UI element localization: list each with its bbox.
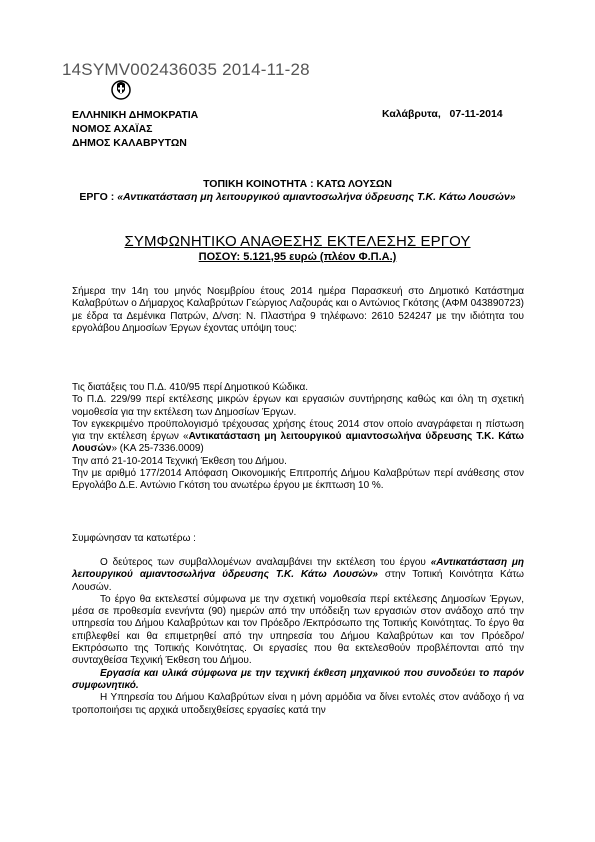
- header-municipality: ΔΗΜΟΣ ΚΑΛΑΒΡΥΤΩΝ: [72, 137, 187, 149]
- intro-paragraph: [72, 286, 524, 335]
- intro-text: Σήμερα την 14η του μηνός Νοεμβρίου έτους 2014 ημέρα Παρασκευή στο Δημοτικό Κατάστημα Καλαβρύτων ο Δήμαρχος Καλαβρύτων Γεώργιος Λαζουράς και ο Αντώνιος Γκότσης (ΑΦΜ 043890723) με έδρα τα Δεμένικα Πατρών, Δ/νση: Ν. Πλαστήρα 9 τηλέφωνο: 2610 524247 με την ιδιότητα του εργολάβου Δημοσίων Έργων έχοντας υπόψη τους:: [72, 286, 524, 334]
- consideration-item: Τις διατάξεις του Π.Δ. 410/95 περί Δημοτικού Κώδικα.: [72, 382, 309, 393]
- community-heading: ΤΟΠΙΚΗ ΚΟΙΝΟΤΗΤΑ : ΚΑΤΩ ΛΟΥΣΩΝ: [203, 178, 392, 190]
- term-bold-text: Εργασία και υλικά σύμφωνα με την τεχνική έκθεση μηχανικού που συνοδεύει το παρόν συμφωνητικό.: [72, 667, 524, 691]
- consideration-item: Το Π.Δ. 229/99 περί εκτέλεσης μικρών έργων και εργασιών συντήρησης καθώς και όλη τη σχετική νομοθεσία για την εκτέλεση των Δημοσίων Έργων.: [72, 394, 524, 418]
- document-watermark: 14SYMV002436035 2014-11-28: [62, 60, 310, 79]
- greek-emblem-icon: [111, 79, 131, 101]
- consideration-code: » (ΚΑ 25-7336.0009): [111, 443, 204, 455]
- consideration-item: Την από 21-10-2014 Τεχνική Έκθεση του Δήμου.: [72, 455, 287, 467]
- term-text: στην Τοπική Κοινότητα Κάτω Λουσών.: [72, 569, 524, 593]
- term-paragraph: Το έργο θα εκτελεστεί σύμφωνα με την σχετική νομοθεσία περί εκτέλεσης Δημοσίων Έργων, μέσα σε προθεσμία ενενήντα (90) ημερών από την υπόδειξη των εργασιών στον ανάδοχο από την υπηρεσία του Δήμου Καλαβρύτων και τον Πρόεδρο /Εκπρόσωπο της Τοπικής Κοινότητας. Το έργο θα επιβλεφθεί και θα επιμετρηθεί από την υπηρεσία του Δήμου Καλαβρύτων και τον Πρόεδρο/Εκπρόσωπο της Τοπικής Κοινότητας. Οι εργασίες που θα εκτελεσθούν προβλέπονται από την συνταχθείσα Τεχνική Έκθεση του Δήμου.: [72, 593, 524, 667]
- term-paragraph: Η Υπηρεσία του Δήμου Καλαβρύτων είναι η μόνη αρμόδια να δίνει εντολές στον ανάδοχο ή να τροποποιήσει τις αρχικά υποδειχθείσες εργασίες κατά την: [72, 692, 524, 716]
- project-name-bold: Αντικατάσταση μη λειτουργικού αμιαντοσωλήνα ύδρευσης Τ.Κ. Κάτω Λουσών: [72, 431, 524, 455]
- consideration-text: Τον εγκεκριμένο προϋπολογισμό τρέχουσας χρήσης έτους 2014 στον οποίο αναγράφεται η πίστωση για την εκτέλεση έργων «: [72, 418, 524, 443]
- consideration-item: Την με αριθμό 177/2014 Απόφαση Οικονομικής Επιτροπής Δήμου Καλαβρύτων περί ανάθεσης στον Εργολάβο Δ.Ε. Αντώνιο Γκότση του ανωτέρω έργου με έκπτωση 10 %.: [72, 468, 524, 492]
- terms-section: [72, 557, 524, 717]
- project-name: «Αντικατάσταση μη λειτουργικού αμιαντοσωλήνα ύδρευσης Τ.Κ. Κάτω Λουσών»: [117, 191, 516, 203]
- header-country: ΕΛΛΗΝΙΚΗ ΔΗΜΟΚΡΑΤΙΑ: [72, 109, 199, 121]
- term-project-name: «Αντικατάσταση μη λειτουργικού αμιαντοσωλήνα ύδρευσης Τ.Κ. Κάτω Λουσών»: [72, 557, 524, 581]
- term-paragraph-bold: [72, 668, 524, 693]
- consideration-item: [72, 419, 524, 456]
- term-paragraph: [72, 557, 524, 594]
- issuer-header: [72, 108, 198, 150]
- contract-amount: ΠΟΣΟΥ: 5.121,95 ευρώ (πλέον Φ.Π.Α.): [198, 251, 397, 263]
- considerations-list: [72, 382, 524, 493]
- document-date: Καλάβρυτα, 07-11-2014: [382, 108, 503, 120]
- term-text: Ο δεύτερος των συμβαλλομένων αναλαμβάνει την εκτέλεση του έργου: [100, 557, 431, 568]
- agreed-heading: [72, 533, 524, 545]
- agreed-text: Συμφώνησαν τα κατωτέρω :: [72, 533, 196, 544]
- project-label: ΕΡΓΟ :: [79, 191, 118, 203]
- project-heading: [60, 191, 535, 204]
- document-title: ΣΥΜΦΩΝΗΤΙΚΟ ΑΝΑΘΕΣΗΣ ΕΚΤΕΛΕΣΗΣ ΕΡΓΟΥ: [124, 233, 471, 250]
- header-prefecture: ΝΟΜΟΣ ΑΧΑΪΑΣ: [72, 123, 153, 135]
